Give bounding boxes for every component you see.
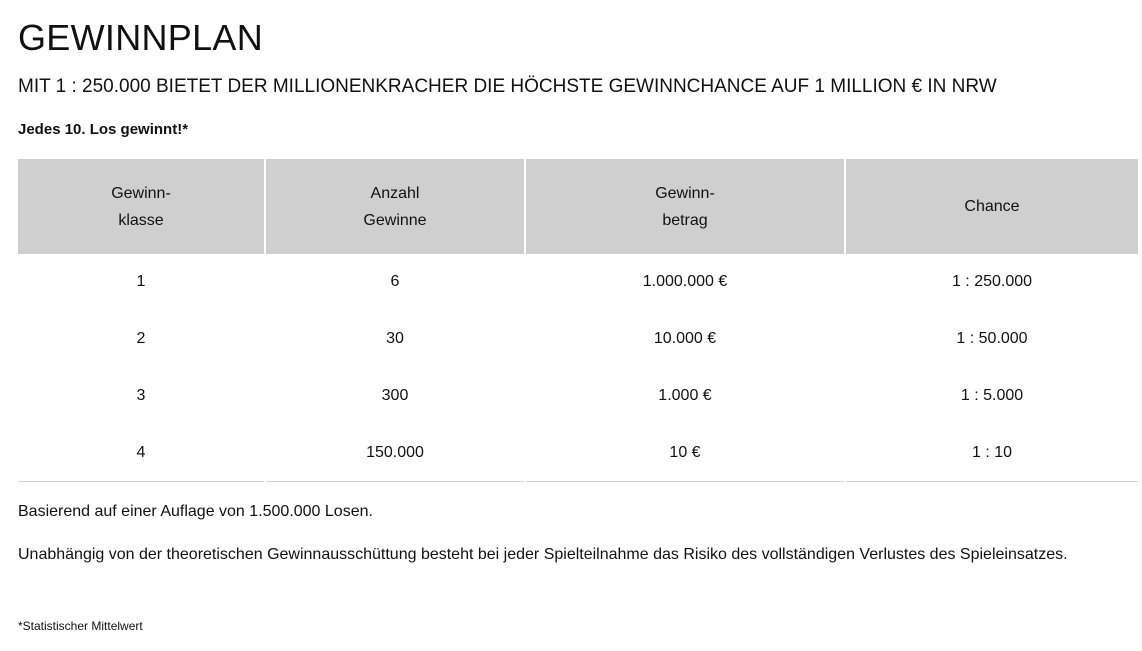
cell-prize-amount: 10.000 € xyxy=(525,310,845,367)
risk-disclaimer: Unabhängig von der theoretischen Gewinnausschüttung besteht bei jeder Spielteilnahme das Risiko des vollständigen Verlustes des Spieleinsatzes. xyxy=(18,546,1068,563)
cell-win-count: 150.000 xyxy=(265,424,525,482)
cell-prize-class: 4 xyxy=(18,424,265,482)
cell-prize-class: 2 xyxy=(136,329,146,347)
header-prize-amount-line2: betrag xyxy=(662,211,708,229)
header-prize-class xyxy=(18,159,265,254)
cell-chance: 1 : 250.000 xyxy=(845,254,1138,310)
cell-prize-amount: 10 € xyxy=(525,424,845,482)
cell-chance: 1 : 50.000 xyxy=(845,310,1138,367)
header-win-count-line1: Anzahl xyxy=(370,184,420,202)
header-prize-amount-line1: Gewinn- xyxy=(655,184,715,202)
header-chance-label: Chance xyxy=(964,198,1020,215)
cell-win-count: 300 xyxy=(265,367,525,424)
page-subtitle: MIT 1 : 250.000 BIETET DER MILLIONENKRACHER DIE HÖCHSTE GEWINNCHANCE AUF 1 MILLION € IN NRW xyxy=(18,76,997,97)
cell-win-count: 30 xyxy=(265,310,525,367)
cell-prize-class: 1 xyxy=(136,273,146,290)
prize-table xyxy=(18,159,1138,482)
edition-note: Basierend auf einer Auflage von 1.500.000 Losen. xyxy=(18,503,373,520)
header-win-count-line2: Gewinne xyxy=(363,211,427,229)
cell-prize-class: 3 xyxy=(136,386,146,404)
table-row xyxy=(18,424,1138,482)
header-prize-amount xyxy=(525,159,845,254)
header-prize-class-line2: klasse xyxy=(118,211,164,229)
table-row xyxy=(18,310,1138,367)
header-prize-class-line1: Gewinn- xyxy=(111,184,171,202)
lead-text: Jedes 10. Los gewinnt!* xyxy=(18,121,189,138)
cell-chance: 1 : 10 xyxy=(845,424,1138,482)
cell-win-count: 6 xyxy=(265,254,525,310)
footnote: *Statistischer Mittelwert xyxy=(18,619,143,633)
table-row xyxy=(18,367,1138,424)
cell-prize-amount: 1.000 € xyxy=(525,367,845,424)
cell-prize-amount: 1.000.000 € xyxy=(525,254,845,310)
cell-chance: 1 : 5.000 xyxy=(845,367,1138,424)
prize-table-wrapper xyxy=(18,159,1138,482)
header-win-count xyxy=(265,159,525,254)
page-title: GEWINNPLAN xyxy=(18,17,264,58)
table-header-row xyxy=(18,159,1138,254)
table-row xyxy=(18,254,1138,310)
header-chance xyxy=(845,159,1138,254)
